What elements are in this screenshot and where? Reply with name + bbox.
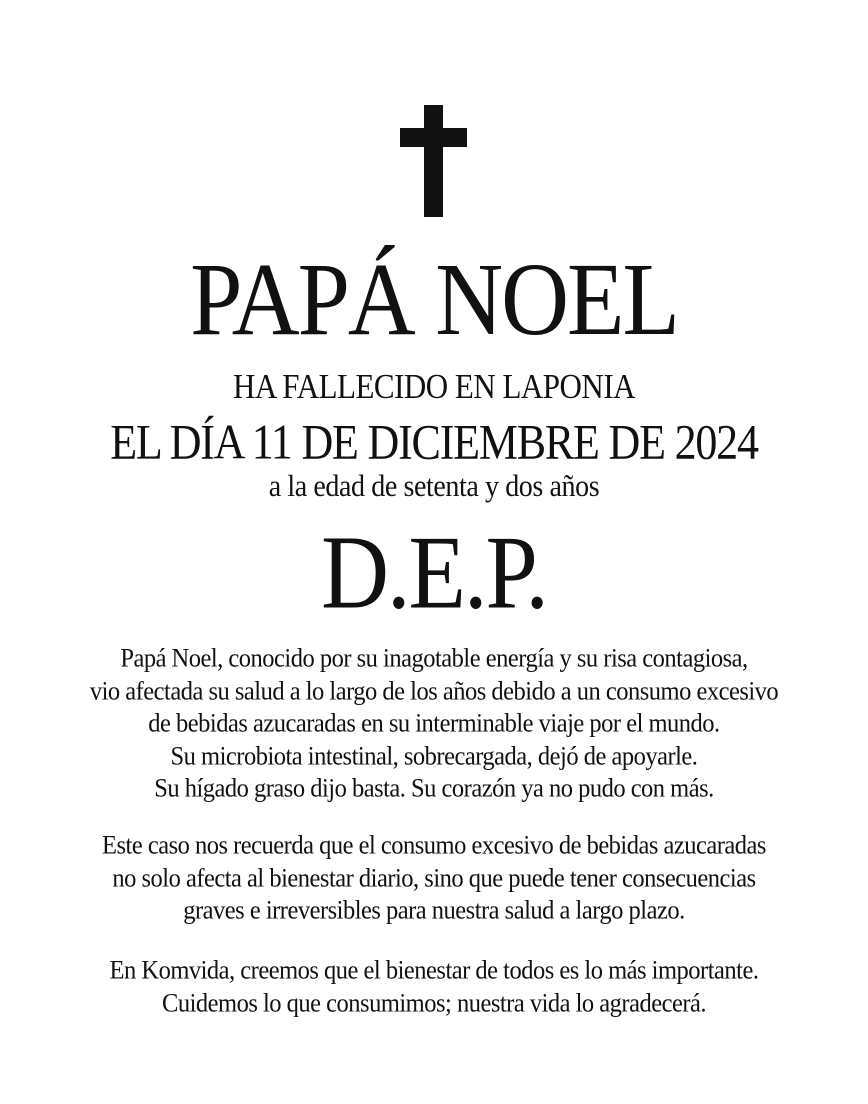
paragraph-line: Cuidemos lo que consumimos; nuestra vida lo agradecerá. [161,988,706,1018]
age-at-death: a la edad de setenta y dos años [268,469,600,504]
deceased-name: PAPÁ NOEL [190,242,678,357]
cross-vertical-bar [424,105,443,217]
cross-horizontal-bar [400,128,467,147]
paragraph-line: Este caso nos recuerda que el consumo excesivo de bebidas azucaradas [102,830,766,861]
paragraph-line: graves e irreversibles para nuestra salud a largo plazo. [183,895,685,926]
paragraph-line: En Komvida, creemos que el bienestar de todos es lo más importante. [109,955,759,986]
cross-icon [400,105,467,217]
story-paragraph [0,643,868,806]
closing-paragraph [0,955,868,1020]
death-announcement: HA FALLECIDO EN LAPONIA [232,366,636,406]
paragraph-line: de bebidas azucaradas en su interminable viaje por el mundo. [148,708,720,739]
paragraph-line: no solo afecta al bienestar diario, sino que puede tener consecuencias [112,863,756,893]
paragraph-line: Su microbiota intestinal, sobrecargada, dejó de apoyarle. [170,741,698,771]
warning-paragraph [0,830,868,928]
rest-in-peace: D.E.P. [321,514,547,631]
paragraph-line: vio afectada su salud a lo largo de los años debido a un consumo excesivo [89,676,779,706]
death-date: EL DÍA 11 DE DICIEMBRE DE 2024 [110,414,758,470]
paragraph-line: Papá Noel, conocido por su inagotable energía y su risa contagiosa, [120,643,748,674]
paragraph-line: Su hígado graso dijo basta. Su corazón ya no pudo con más. [154,773,714,804]
